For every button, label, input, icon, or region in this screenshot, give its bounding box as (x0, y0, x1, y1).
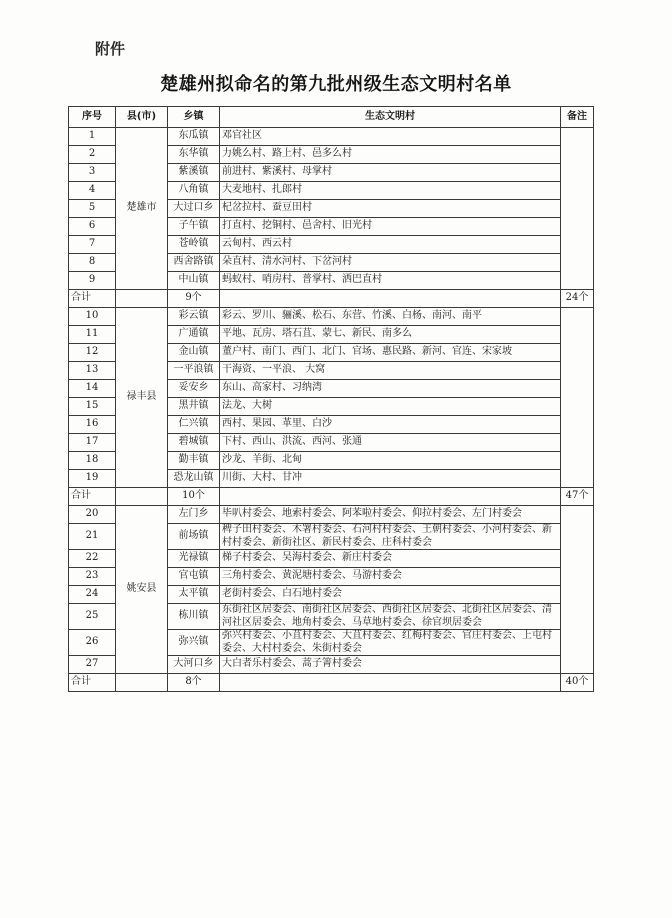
table-header-row (69, 107, 594, 128)
town-cell: 金山镇 (168, 344, 220, 362)
village-cell: 三角村委会、黄泥塘村委会、马游村委会 (220, 568, 561, 586)
total-row (69, 290, 594, 308)
total-empty (220, 674, 561, 692)
town-cell: 紫溪镇 (168, 164, 220, 182)
town-cell: 大河口乡 (168, 656, 220, 674)
town-cell: 苍岭镇 (168, 236, 220, 254)
row-number: 6 (69, 218, 116, 236)
total-towns: 10个 (168, 488, 220, 506)
header-town: 乡镇 (168, 107, 220, 128)
town-cell: 光禄镇 (168, 550, 220, 568)
total-row (69, 488, 594, 506)
total-empty (220, 488, 561, 506)
village-cell: 彩云、罗川、骊溪、松石、东营、竹溪、白杨、南河、南平 (220, 308, 561, 326)
village-cell: 西村、果园、革里、白沙 (220, 416, 561, 434)
row-number: 15 (69, 398, 116, 416)
village-cell: 法龙、大树 (220, 398, 561, 416)
row-number: 10 (69, 308, 116, 326)
total-empty (116, 674, 168, 692)
row-number: 3 (69, 164, 116, 182)
town-cell: 勤丰镇 (168, 452, 220, 470)
village-cell: 老街村委会、白石地村委会 (220, 586, 561, 604)
note-cell (561, 308, 594, 488)
town-cell: 栋川镇 (168, 604, 220, 630)
document-title: 楚雄州拟命名的第九批州级生态文明村名单 (160, 74, 512, 95)
row-number: 23 (69, 568, 116, 586)
row-number: 18 (69, 452, 116, 470)
header-no: 序号 (69, 107, 116, 128)
town-cell: 弥兴镇 (168, 630, 220, 656)
village-cell: 打直村、挖铜村、邑舍村、旧光村 (220, 218, 561, 236)
row-number: 1 (69, 128, 116, 146)
town-cell: 碧城镇 (168, 434, 220, 452)
town-cell: 前场镇 (168, 524, 220, 550)
village-cell: 梯子村委会、吴海村委会、新庄村委会 (220, 550, 561, 568)
note-cell (561, 128, 594, 290)
village-cell: 邓官社区 (220, 128, 561, 146)
village-cell: 大白者乐村委会、蒿子箐村委会 (220, 656, 561, 674)
attachment-label: 附件 (95, 40, 126, 58)
village-cell: 董户村、南门、西门、北门、官场、惠民路、新河、官连、宋家坡 (220, 344, 561, 362)
village-cell: 弥兴村委会、小苴村委会、大苴村委会、红梅村委会、官庄村委会、上屯村委会、大村村委会、朱街村委会 (220, 630, 561, 656)
village-cell: 蚂蚁村、哨房村、普掌村、洒巴直村 (220, 272, 561, 290)
total-empty (116, 290, 168, 308)
town-cell: 妥安乡 (168, 380, 220, 398)
total-villages: 24个 (561, 290, 594, 308)
village-cell: 稗子田村委会、木署村委会、石河村村委会、王朝村委会、小河村委会、新村村委会、新街社区、新民村委会、庄科村委会 (220, 524, 561, 550)
village-cell: 东山、高家村、习纳湾 (220, 380, 561, 398)
town-cell: 子午镇 (168, 218, 220, 236)
village-cell: 毕叭村委会、地索村委会、阿苯啦村委会、仰拉村委会、左门村委会 (220, 506, 561, 524)
total-empty (220, 290, 561, 308)
row-number: 26 (69, 630, 116, 656)
town-cell: 中山镇 (168, 272, 220, 290)
town-cell: 仁兴镇 (168, 416, 220, 434)
row-number: 17 (69, 434, 116, 452)
header-village: 生态文明村 (220, 107, 561, 128)
county-cell: 禄丰县 (116, 308, 168, 488)
header-note: 备注 (561, 107, 594, 128)
row-number: 11 (69, 326, 116, 344)
row-number: 22 (69, 550, 116, 568)
village-cell: 川街、大村、甘冲 (220, 470, 561, 488)
row-number: 24 (69, 586, 116, 604)
row-number: 13 (69, 362, 116, 380)
row-number: 8 (69, 254, 116, 272)
row-number: 16 (69, 416, 116, 434)
row-number: 21 (69, 524, 116, 550)
town-cell: 东瓜镇 (168, 128, 220, 146)
row-number: 9 (69, 272, 116, 290)
town-cell: 太平镇 (168, 586, 220, 604)
town-cell: 黑井镇 (168, 398, 220, 416)
town-cell: 官屯镇 (168, 568, 220, 586)
row-number: 12 (69, 344, 116, 362)
village-cell: 力姚么村、路上村、邑多么村 (220, 146, 561, 164)
county-cell: 楚雄市 (116, 128, 168, 290)
total-empty (116, 488, 168, 506)
village-cell: 前进村、紫溪村、母掌村 (220, 164, 561, 182)
row-number: 4 (69, 182, 116, 200)
row-number: 7 (69, 236, 116, 254)
village-cell: 朵直村、清水河村、下岔河村 (220, 254, 561, 272)
village-cell: 大麦地村、扎郎村 (220, 182, 561, 200)
row-number: 5 (69, 200, 116, 218)
village-cell: 下村、西山、洪流、西河、张通 (220, 434, 561, 452)
table-body (69, 128, 594, 692)
row-number: 19 (69, 470, 116, 488)
village-cell: 干海资、一平浪、 大窝 (220, 362, 561, 380)
town-cell: 西舍路镇 (168, 254, 220, 272)
total-villages: 40个 (561, 674, 594, 692)
town-cell: 左门乡 (168, 506, 220, 524)
total-label: 合计 (69, 290, 116, 308)
town-cell: 广通镇 (168, 326, 220, 344)
total-row (69, 674, 594, 692)
total-label: 合计 (69, 674, 116, 692)
village-cell: 平地、瓦房、塔石苴、蒙七、新民、南多么 (220, 326, 561, 344)
town-cell: 东华镇 (168, 146, 220, 164)
total-label: 合计 (69, 488, 116, 506)
row-number: 27 (69, 656, 116, 674)
county-cell: 姚安县 (116, 506, 168, 674)
row-number: 25 (69, 604, 116, 630)
village-cell: 东街社区居委会、南街社区居委会、西街社区居委会、北街社区居委会、清河社区居委会、地角村委会、马草地村委会、徐官坝居委会 (220, 604, 561, 630)
town-cell: 八角镇 (168, 182, 220, 200)
row-number: 2 (69, 146, 116, 164)
row-number: 20 (69, 506, 116, 524)
village-list-table (68, 106, 594, 692)
town-cell: 一平浪镇 (168, 362, 220, 380)
village-cell: 杞岔拉村、蚕豆田村 (220, 200, 561, 218)
table-row (69, 128, 594, 146)
table-row (69, 308, 594, 326)
total-villages: 47个 (561, 488, 594, 506)
total-towns: 8个 (168, 674, 220, 692)
table-row (69, 506, 594, 524)
town-cell: 大过口乡 (168, 200, 220, 218)
village-cell: 沙龙、羊街、北甸 (220, 452, 561, 470)
row-number: 14 (69, 380, 116, 398)
header-county: 县(市) (116, 107, 168, 128)
village-cell: 云甸村、西云村 (220, 236, 561, 254)
total-towns: 9个 (168, 290, 220, 308)
town-cell: 彩云镇 (168, 308, 220, 326)
note-cell (561, 506, 594, 674)
town-cell: 恐龙山镇 (168, 470, 220, 488)
